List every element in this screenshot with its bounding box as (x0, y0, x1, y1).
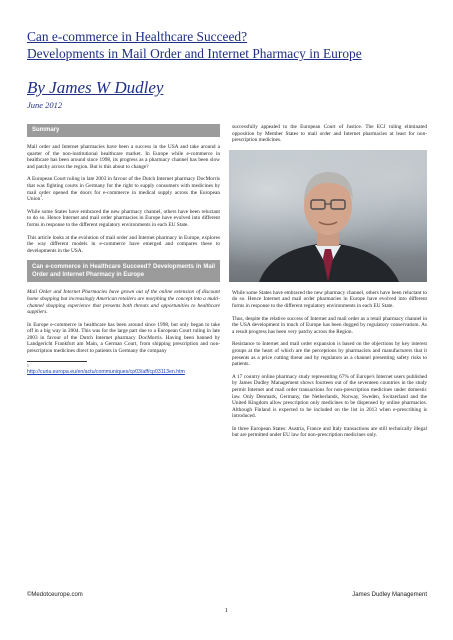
right-paragraph-5: A 17 country online pharmacy study representing 67% of Europe's Internet users published by James Dudley Management shows fourteen out of the seventeen countries in the study permit Internet and mail order transactions for non-prescription medicines under domestic law. Only Denmark, Germany, the Netherlands, Norway, Sweden, Switzerland and the United Kingdom allow prescription only medicines to be dispensed by online pharmacies. Although Finland is expected to be included on the list in 2013 when e-prescribing is introduced. (232, 373, 427, 420)
right-paragraph-3: Thus, despite the relative success of Internet and mail order as a retail pharmacy channel in the USA development in much of Europe has been dogged by regulatory conservatism. As a result progress has been very patchy across the Region. (232, 315, 427, 335)
right-column (232, 124, 427, 445)
footnote-link[interactable]: http://curia.europa.eu/en/actu/communiques/cp03/aff/cp03113en.htm (27, 368, 185, 375)
left-paragraph-3: While some States have embraced the new pharmacy channel, others have been reluctant to do so. Hence Internet and mail order pharmacies in Europe have evolved into different forms in response to the different regulatory environments in each EU State. (27, 208, 220, 228)
summary-heading: Summary (27, 124, 220, 137)
page-number: 1 (224, 607, 229, 614)
footer-copyright: ©Medotceurope.com (27, 592, 83, 598)
title-line-2: Developments in Mail Order and Internet Pharmacy in Europe (27, 46, 362, 61)
left-paragraph-2: A European Court ruling in late 2003 in favour of the Dutch Internet pharmacy DocMorris that was fighting courts in Germany for the right to supply consumers with medicines by mail order opened the doors for e-commerce in medical supply across the European Union$^1$. (27, 176, 220, 203)
left-paragraph-1: Mail order and Internet pharmacies have been a success in the USA and take around a quarter of the non-institutional healthcare market. In Europe while e-commerce in healthcare has been around since 1998, its progress as a pharmacy channel has been slow and patchy across the region. But is this about to change? (27, 144, 220, 170)
footnote-divider (27, 361, 87, 362)
footnote-ref: 1 (40, 194, 43, 199)
right-paragraph-2: While some States have embraced the new pharmacy channel, others have been reluctant to do so. Hence Internet and mail order pharmacies in Europe have evolved into different forms in response to the different regulatory environments in each EU State. (232, 289, 427, 309)
title-line-1: Can e-commerce in Healthcare Succeed? (27, 29, 248, 44)
author-photo (229, 150, 427, 282)
right-paragraph-1: successfully appealed to the European Court of Justice. The ECJ ruling eliminated opposition by Member States to mail order and Internet pharmacies at least for non-prescription medicines. (232, 124, 427, 144)
left-column (27, 124, 220, 375)
footnote-number: 1 (27, 363, 29, 368)
publication-date: June 2012 (27, 100, 63, 110)
portrait-illustration (229, 150, 427, 282)
footer-company: James Dudley Management (352, 592, 427, 598)
right-paragraph-6: In three European States: Austria, France and Italy transactions are still technically illegal but are permitted under EU law for non-prescription medicines only. (232, 425, 427, 439)
section-subheading: Can e-commerce in Healthcare Succeed? Developments in Mail Order and Internet Pharmacy in Europe (27, 260, 220, 282)
left-paragraph-6: In Europe e-commerce in healthcare has been around since 1998, but only began to take off in a big way in 2004. This was for the large part due to a European Court ruling in late 2003 in favour of the Dutch Internet pharmacy DocMorris. Having been banned by Landgericht Frankfurt am Main, a German Court, from shipping prescription and non-prescription medicines direct to patients in Germany the company (27, 321, 220, 355)
left-paragraph-5: Mail Order and Internet Pharmacies have grown out of the online extension of discount home shopping but increasingly American retailers are morphing the concept into a multi-channel shopping experience that presents both threats and opportunities to healthcare suppliers. (27, 289, 220, 316)
author-byline: By James W Dudley (27, 78, 164, 97)
title-block (27, 28, 432, 62)
right-paragraph-4: Resistance to Internet and mail order expansion is based on the objections by key interest groups at the heart of which are the perceptions by pharmacists and manufacturers that it presents as a price cutting threat and by regulators as a channel presenting safety risks to patients. (232, 341, 427, 368)
left-paragraph-4: This article looks at the evolution of mail order and Internet pharmacy in Europe, explores the way different models in e-commerce have emerged and compares these to developments in the USA. (27, 234, 220, 254)
